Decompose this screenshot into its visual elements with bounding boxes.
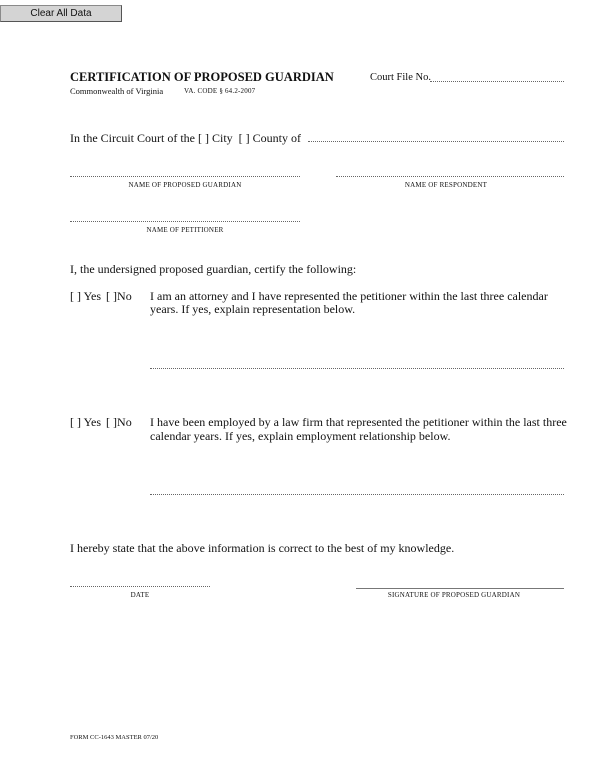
va-code-label: VA. CODE § 64.2-2007 [184,87,256,95]
respondent-label: NAME OF RESPONDENT [404,181,488,189]
q1-yes-checkbox[interactable]: [ ] [70,289,81,303]
commonwealth-label: Commonwealth of Virginia [70,86,164,96]
court-file-label: Court File No. [370,72,431,83]
date-field[interactable] [70,586,210,587]
q2-explanation-field[interactable] [150,494,564,495]
signature-label: SIGNATURE OF PROPOSED GUARDIAN [387,591,521,599]
petitioner-label: NAME OF PETITIONER [146,226,224,234]
petitioner-field[interactable] [70,221,300,222]
q2-no-label: No [117,415,132,429]
q1-options [70,289,132,304]
q2-no-checkbox[interactable]: [ ] [106,415,118,429]
signature-field[interactable] [356,588,564,589]
court-prefix: In the Circuit Court of the [70,131,195,145]
q1-yes-label: Yes [83,289,102,303]
q1-text-line1: I am an attorney and I have represented the petitioner within the last three calendar [150,289,548,303]
q2-yes-label: Yes [83,415,102,429]
q1-no-checkbox[interactable]: [ ] [106,289,118,303]
q2-options [70,415,132,430]
q1-no-label: No [117,289,132,303]
q1-explanation-field[interactable] [150,368,564,369]
q2-text-line2: calendar years. If yes, explain employment relationship below. [150,429,451,443]
county-field[interactable] [308,141,564,142]
form-title: CERTIFICATION OF PROPOSED GUARDIAN [70,70,334,84]
proposed-guardian-field[interactable] [70,176,300,177]
court-file-field[interactable] [430,81,564,82]
form-id: FORM CC-1643 MASTER 07/20 [70,734,159,741]
certification-statement: I hereby state that the above information is correct to the best of my knowledge. [70,541,455,555]
date-label: DATE [130,591,150,599]
county-label: County of [252,131,301,145]
court-line [70,131,301,146]
city-checkbox[interactable]: [ ] [197,131,209,145]
proposed-guardian-label: NAME OF PROPOSED GUARDIAN [128,181,242,189]
q2-text-line1: I have been employed by a law firm that represented the petitioner within the last three [150,415,567,429]
county-checkbox[interactable]: [ ] [238,131,250,145]
respondent-field[interactable] [336,176,564,177]
clear-all-data-button[interactable]: Clear All Data [0,5,122,22]
certify-intro: I, the undersigned proposed guardian, certify the following: [70,262,357,276]
q2-yes-checkbox[interactable]: [ ] [70,415,81,429]
q1-text-line2: years. If yes, explain representation below. [150,302,356,316]
city-label: City [211,131,233,145]
